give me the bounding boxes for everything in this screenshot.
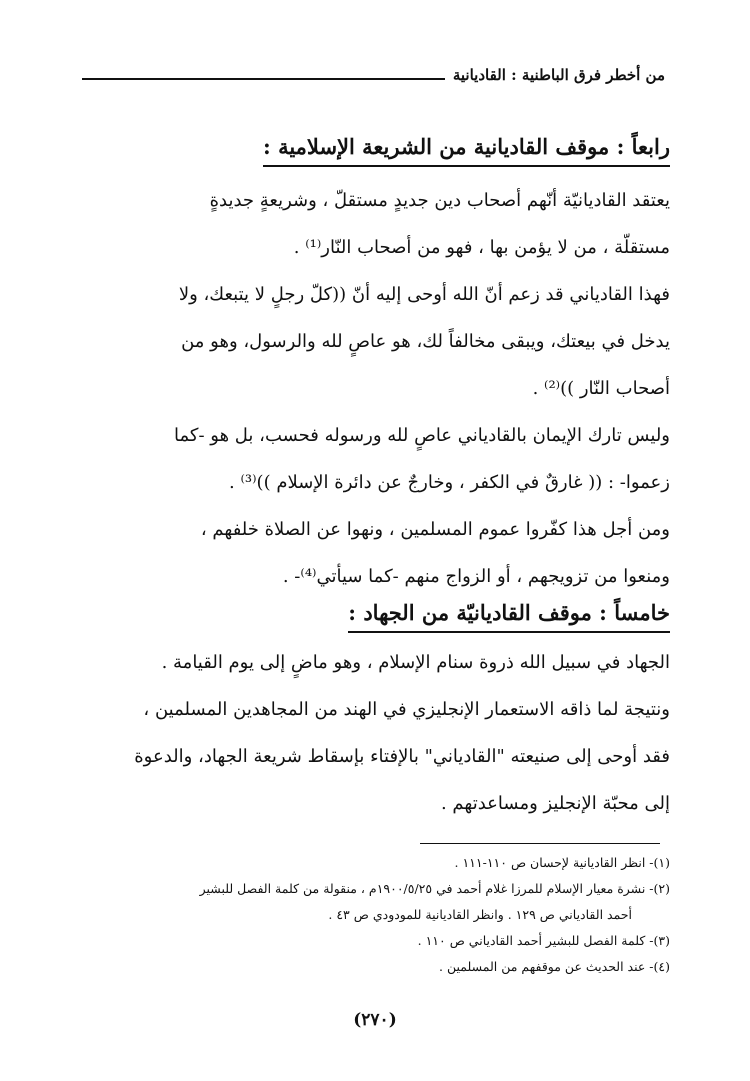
- paragraph-new-religion: [60, 177, 670, 271]
- text-line: وليس تارك الإيمان بالقادياني عاصٍ لله ورسوله فحسب، بل هو -كما: [174, 425, 670, 446]
- text-line: مستقلّة ، من لا يؤمن بها ، فهو من أصحاب النّار⁽¹⁾ .: [293, 237, 670, 258]
- text-line: فقد أوحى إلى صنيعته "القادياني" بالإفتاء بإسقاط شريعة الجهاد، والدعوة: [134, 746, 670, 767]
- footnote-3: [70, 928, 670, 954]
- page-number: (٢٧٠): [353, 1010, 397, 1030]
- footnote-text: (٤)- عند الحديث عن موقفهم من المسلمين .: [439, 959, 670, 974]
- text-line: زعموا- : (( غارقٌ في الكفر ، وخارجٌ عن دائرة الإسلام ))⁽³⁾ .: [229, 472, 670, 493]
- text-line: الجهاد في سبيل الله ذروة سنام الإسلام ، وهو ماضٍ إلى يوم القيامة .: [161, 652, 670, 673]
- paragraph-revelation-claim: [60, 271, 670, 412]
- section-heading-sharia: [60, 134, 670, 167]
- text-line: إلى محبّة الإنجليز ومساعدتهم .: [440, 793, 670, 814]
- footnote-text: (٢)- نشرة معيار الإسلام للمرزا غلام أحمد في ١٩٠٠/٥/٢٥م ، منقولة من كلمة الفصل للبشير: [199, 881, 670, 896]
- paragraph-jihad: [60, 639, 670, 686]
- text-line: ومنعوا من تزويجهم ، أو الزواج منهم -كما سيأتي⁽⁴⁾- .: [282, 566, 670, 587]
- section-heading-jihad-text: خامساً : موقف القاديانيّة من الجهاد :: [348, 600, 670, 633]
- footnote-1: [70, 850, 670, 876]
- section-heading-jihad: [60, 600, 670, 633]
- text-line: ونتيجة لما ذاقه الاستعمار الإنجليزي في الهند من المجاهدين المسلمين ،: [143, 699, 670, 720]
- text-line: ومن أجل هذا كفّروا عموم المسلمين ، ونهوا عن الصلاة خلفهم ،: [200, 519, 670, 540]
- footnote-text-continued: أحمد القادياني ص ١٢٩ . وانظر القاديانية للمودودي ص ٤٣ .: [328, 907, 632, 922]
- running-head: [82, 66, 665, 84]
- footnote-2: [70, 876, 670, 928]
- footnote-text: (٣)- كلمة الفصل للبشير أحمد القادياني ص ١١٠ .: [417, 933, 670, 948]
- text-line: يدخل في بيعتك، ويبقى مخالفاً لك، هو عاصٍ لله والرسول، وهو من: [181, 331, 670, 352]
- paragraph-colonialism: [60, 686, 670, 827]
- text-line: أصحاب النّار ))⁽²⁾ .: [532, 378, 670, 399]
- footnote-text: (١)- انظر القاديانية لإحسان ص ١١٠-١١١ .: [454, 855, 670, 870]
- text-line: فهذا القادياني قد زعم أنّ الله أوحى إليه أنّ ((كلّ رجلٍ لا يتبعك، ولا: [178, 284, 670, 305]
- running-head-title: من أخطر فرق الباطنية : القاديانية: [452, 66, 665, 84]
- footnote-separator: [420, 843, 660, 844]
- footnote-4: [70, 954, 670, 980]
- running-head-rule: [82, 78, 445, 80]
- paragraph-disbelief: [60, 412, 670, 506]
- paragraph-takfir: [60, 506, 670, 600]
- footnotes: [70, 850, 670, 980]
- text-line: يعتقد القاديانيّة أنّهم أصحاب دين جديدٍ مستقلّ ، وشريعةٍ جديدةٍ: [209, 190, 670, 211]
- section-heading-sharia-text: رابعاً : موقف القاديانية من الشريعة الإسلامية :: [263, 134, 670, 167]
- page-body: [60, 130, 670, 827]
